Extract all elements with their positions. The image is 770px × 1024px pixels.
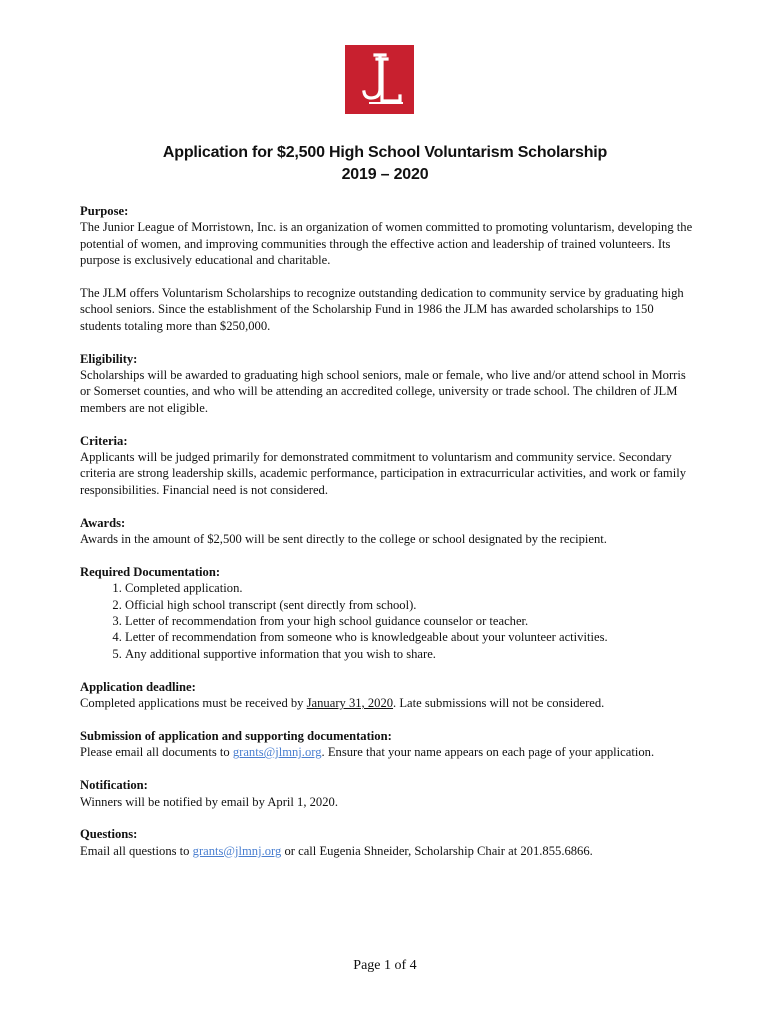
deadline-heading: Application deadline: [80, 679, 196, 694]
submission-email-link[interactable]: grants@jlmnj.org [232, 745, 322, 760]
deadline-text-before: Completed applications must be received by [80, 696, 307, 711]
deadline-date: January 31, 2020 [306, 696, 394, 711]
section-eligibility [80, 351, 695, 417]
questions-text [80, 843, 695, 859]
section-purpose [80, 203, 695, 334]
section-questions [80, 826, 695, 859]
eligibility-heading: Eligibility: [80, 351, 138, 366]
section-criteria [80, 433, 695, 499]
questions-heading: Questions: [80, 827, 138, 842]
submission-text-after: . Ensure that your name appears on each page of your application. [321, 745, 655, 760]
eligibility-text: Scholarships will be awarded to graduating high school seniors, male or female, who live and/or attend school in Morris or Somerset counties, and who will be attending an accredited college, university or trade school. The children of JLM members are not eligible. [80, 368, 686, 415]
documentation-list [80, 580, 695, 662]
purpose-heading: Purpose: [80, 204, 129, 218]
section-notification [80, 777, 695, 810]
criteria-heading: Criteria: [80, 433, 128, 448]
section-deadline [80, 679, 695, 712]
submission-heading: Submission of application and supporting documentation: [80, 728, 392, 743]
section-awards [80, 515, 695, 548]
list-item: 5. Any additional supportive information that you wish to share. [125, 646, 695, 662]
notification-heading: Notification: [80, 778, 148, 793]
list-item: 4. Letter of recommendation from someone who is knowledgeable about your volunteer activities. [125, 629, 695, 645]
section-submission [80, 728, 695, 761]
awards-heading: Awards: [80, 515, 126, 530]
questions-text-after: or call Eugenia Shneider, Scholarship Chair at 201.855.6866. [281, 843, 593, 858]
deadline-text [80, 695, 695, 711]
page-subtitle-year: 2019 – 2020 [341, 166, 429, 183]
questions-text-before: Email all questions to [80, 843, 193, 858]
page-title: Application for $2,500 High School Voluntarism Scholarship [162, 144, 608, 161]
submission-text [80, 744, 695, 760]
jl-monogram-icon [345, 45, 414, 114]
jl-logo [345, 45, 414, 114]
list-item: 1. Completed application. [125, 580, 695, 596]
deadline-text-after: . Late submissions will not be considered. [393, 696, 605, 711]
awards-text: Awards in the amount of $2,500 will be sent directly to the college or school designated by the recipient. [80, 532, 607, 547]
submission-text-before: Please email all documents to [80, 745, 233, 760]
document-body [80, 203, 695, 876]
notification-text: Winners will be notified by email by April 1, 2020. [80, 794, 338, 809]
list-item: 3. Letter of recommendation from your high school guidance counselor or teacher. [125, 613, 695, 629]
purpose-paragraph-1: The Junior League of Morristown, Inc. is an organization of women committed to promoting voluntarism, developing the potential of women, and improving communities through the effective action and leadership of trained volunteers. Its purpose is exclusively educational and charitable. [80, 220, 693, 268]
questions-email-link[interactable]: grants@jlmnj.org [192, 843, 282, 858]
purpose-paragraph-2: The JLM offers Voluntarism Scholarships to recognize outstanding dedication to community service by graduating high school seniors. Since the establishment of the Scholarship Fund in 1986 the JLM has awarded scholarships to 150 students totaling more than $250,000. [80, 286, 684, 333]
list-item: 2. Official high school transcript (sent directly from school). [125, 597, 695, 613]
criteria-text: Applicants will be judged primarily for demonstrated commitment to voluntarism and community service. Secondary criteria are strong leadership skills, academic performance, participation in extracurricular activities, and work or family responsibilities. Financial need is not considered. [80, 450, 686, 497]
page-number: Page 1 of 4 [353, 958, 417, 973]
documentation-heading: Required Documentation: [80, 564, 221, 579]
section-documentation [80, 564, 695, 662]
